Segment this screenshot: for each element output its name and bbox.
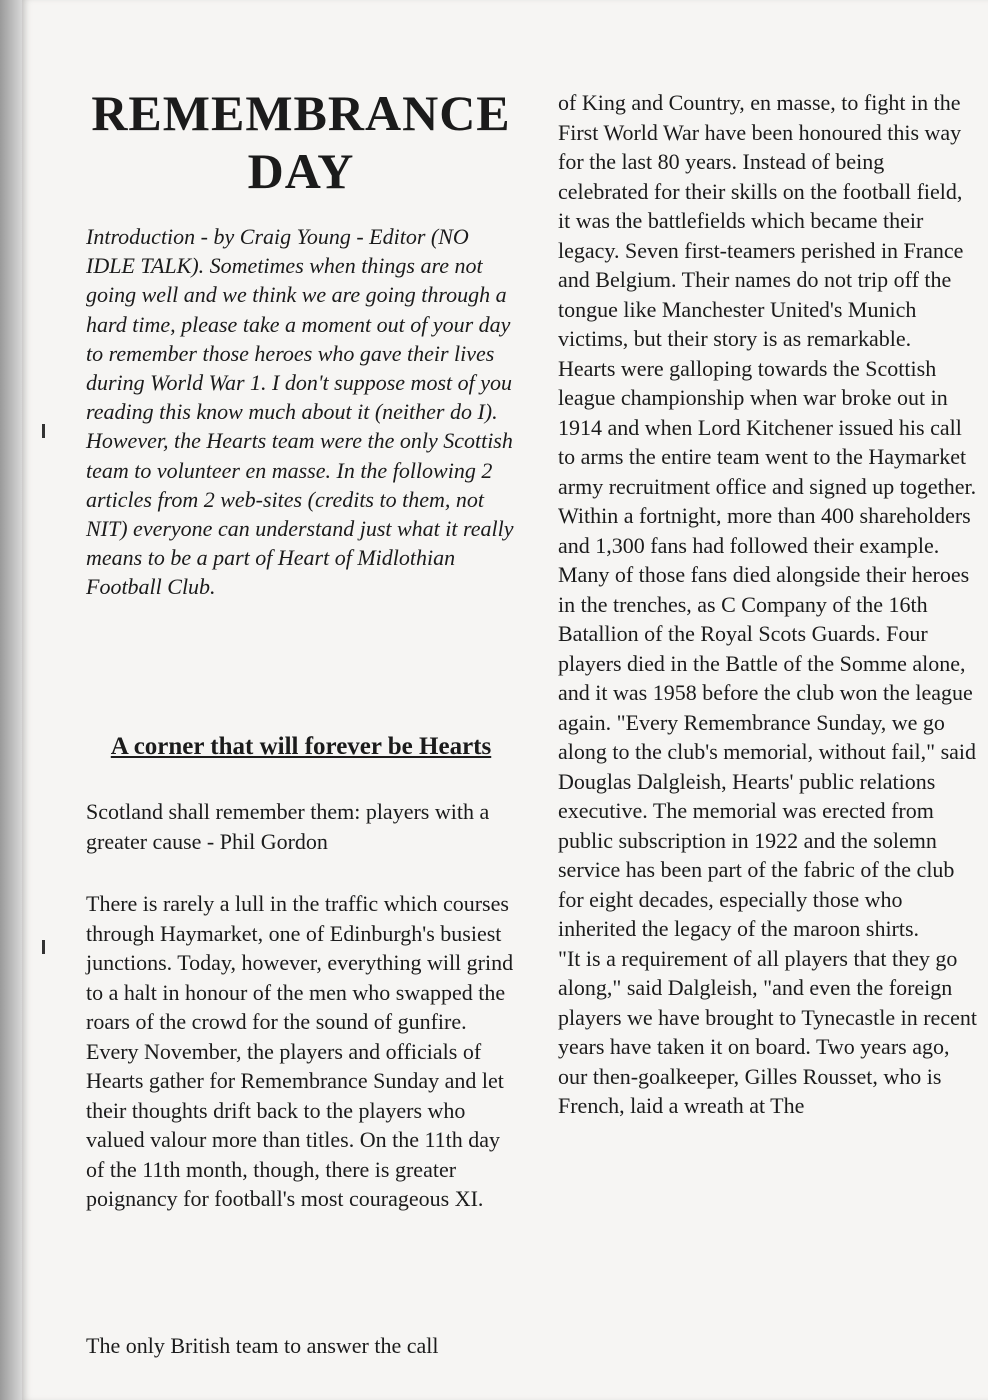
article-subheading: A corner that will forever be Hearts [110, 733, 492, 760]
body-paragraph: The only British team to answer the call [86, 1333, 439, 1358]
article-byline: Scotland shall remember them: players with a greater cause - Phil Gordon [86, 799, 490, 854]
document-page [22, 0, 988, 1400]
body-paragraph: There is rarely a lull in the traffic which courses through Haymarket, one of Edinburgh's busiest junctions. Today, however, everything will grind to a halt in honour of the men who swapped the roars of the crowd for the sound of gunfire. Every November, the players and officials of Hearts gather for Remembrance Sunday and let their thoughts drift back to the players who valued valour more than titles. On the 11th day of the 11th month, though, there is greater poignancy for football's most courageous XI. [86, 891, 514, 1211]
editor-introduction: Introduction - by Craig Young - Editor (NO IDLE TALK). Sometimes when things are not going well and we think we are going through a hard time, please take a moment out of your day to remember those heroes who gave their lives during World War 1. I don't suppose most of you reading this know much about it (neither do I). However, the Hearts team were the only Scottish team to volunteer en masse. In the following 2 articles from 2 web-sites (credits to them, not NIT) everyone can understand just what it really means to be a part of Heart of Midlothian Football Club. [86, 224, 514, 600]
book-spine [0, 0, 22, 1400]
body-paragraph: Many of those fans died alongside their heroes in the trenches, as C Company of the 16th Batallion of the Royal Scots Guards. Four players died in the Battle of the Somme alone, and it was 1958 before the club won the league again. "Every Remembrance Sunday, we go along to the club's memorial, without fail," said Douglas Dalgleish, Hearts' public relations executive. The memorial was erected from public subscription in 1922 and the solemn service has been part of the fabric of the club for eight decades, especially those who inherited the legacy of the maroon shirts. [558, 562, 977, 941]
body-paragraph: Hearts were galloping towards the Scottish league championship when war broke out in 1914 and when Lord Kitchener issued his call to arms the entire team went to the Haymarket army recruitment office and signed up together. Within a fortnight, more than 400 shareholders and 1,300 fans had followed their example. [558, 355, 977, 558]
right-column-text [558, 88, 978, 1121]
article-headline: REMEMBRANCE DAY [91, 85, 511, 199]
margin-mark [42, 940, 45, 954]
margin-mark [42, 424, 45, 438]
body-paragraph: "It is a requirement of all players that they go along," said Dalgleish, "and even the foreign players we have brought to Tynecastle in recent years have taken it on board. Two years ago, our then-goalkeeper, Gilles Rousset, who is French, laid a wreath at The [558, 945, 977, 1118]
body-paragraph: of King and Country, en masse, to fight in the First World War have been honoured this way for the last 80 years. Instead of being celebrated for their skills on the football field, it was the battlefields which became their legacy. Seven first-teamers perished in France and Belgium. Their names do not trip off the tongue like Manchester United's Munich victims, but their story is as remarkable. [558, 90, 964, 351]
